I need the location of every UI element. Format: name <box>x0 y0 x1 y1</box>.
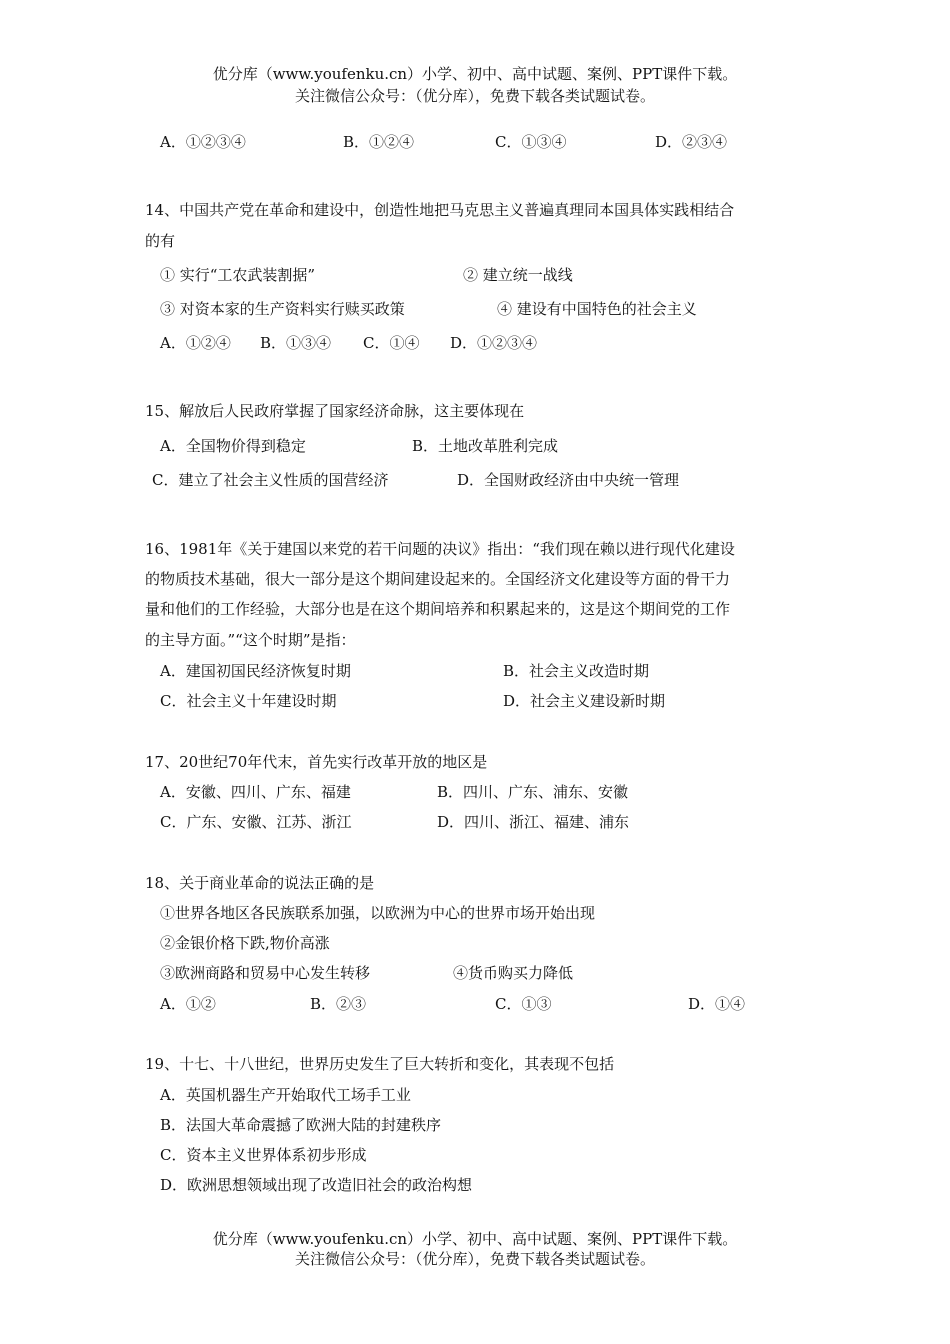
q14-stem-line1: 14、中国共产党在革命和建设中，创造性地把马克思主义普遍真理同本国具体实践相结合 <box>145 201 735 219</box>
q16-option-a: A．建国初国民经济恢复时期 <box>160 662 351 680</box>
q15-option-c: C．建立了社会主义性质的国营经济 <box>152 471 389 489</box>
q18-option-c: C．①③ <box>495 995 552 1013</box>
q16-stem-line2: 的物质技术基础，很大一部分是这个期间建设起来的。全国经济文化建设等方面的骨干力 <box>145 570 731 588</box>
q14-item-3: ③ 对资本家的生产资料实行赎买政策 <box>160 300 405 318</box>
page-footer-line2: 关注微信公众号：（优分库），免费下载各类试题试卷。 <box>294 1250 655 1268</box>
q15-option-a: A．全国物价得到稳定 <box>160 437 306 455</box>
q19-option-b: B．法国大革命震撼了欧洲大陆的封建秩序 <box>160 1116 442 1134</box>
q14-option-c: C．①④ <box>363 334 420 352</box>
q16-stem-line4: 的主导方面。”“这个时期”是指： <box>145 631 356 649</box>
q16-option-d: D．社会主义建设新时期 <box>503 692 666 710</box>
q18-option-b: B．②③ <box>310 995 367 1013</box>
q15-option-d: D．全国财政经济由中央统一管理 <box>457 471 680 489</box>
q15-option-b: B．土地改革胜利完成 <box>412 437 559 455</box>
q18-stem: 18、关于商业革命的说法正确的是 <box>145 874 375 892</box>
q13-option-b: B．①②④ <box>343 133 415 151</box>
q17-option-c: C．广东、安徽、江苏、浙江 <box>160 813 352 831</box>
q14-option-a: A．①②④ <box>160 334 231 352</box>
q17-option-a: A．安徽、四川、广东、福建 <box>160 783 351 801</box>
q18-item-2: ②金银价格下跌,物价高涨 <box>160 934 330 952</box>
q19-option-a: A．英国机器生产开始取代工场手工业 <box>160 1086 411 1104</box>
page-footer-line1: 优分库（www.youfenku.cn）小学、初中、高中试题、案例、PPT课件下载。 <box>212 1230 738 1248</box>
q18-item-3: ③欧洲商路和贸易中心发生转移 <box>160 964 371 982</box>
q15-stem: 15、解放后人民政府掌握了国家经济命脉，这主要体现在 <box>145 402 525 420</box>
q16-option-c: C．社会主义十年建设时期 <box>160 692 337 710</box>
q17-stem: 17、20世纪70年代末，首先实行改革开放的地区是 <box>145 753 488 771</box>
q14-option-b: B．①③④ <box>260 334 332 352</box>
q19-option-d: D．欧洲思想领域出现了改造旧社会的政治构想 <box>160 1176 473 1194</box>
q14-stem-line2: 的有 <box>145 232 176 250</box>
q14-item-4: ④ 建设有中国特色的社会主义 <box>497 300 697 318</box>
q13-option-a: A．①②③④ <box>160 133 246 151</box>
q18-item-4: ④货币购买力降低 <box>453 964 574 982</box>
q17-option-b: B．四川、广东、浦东、安徽 <box>437 783 629 801</box>
q19-option-c: C．资本主义世界体系初步形成 <box>160 1146 367 1164</box>
q19-stem: 19、十七、十八世纪，世界历史发生了巨大转折和变化，其表现不包括 <box>145 1055 615 1073</box>
q14-item-2: ② 建立统一战线 <box>463 266 573 284</box>
q16-stem-line1: 16、1981年《关于建国以来党的若干问题的决议》指出：“我们现在赖以进行现代化建设 <box>145 540 735 558</box>
q13-option-c: C．①③④ <box>495 133 567 151</box>
page-header-line1: 优分库（www.youfenku.cn）小学、初中、高中试题、案例、PPT课件下载。 <box>212 65 738 83</box>
q18-option-d: D．①④ <box>688 995 746 1013</box>
q17-option-d: D．四川、浙江、福建、浦东 <box>437 813 630 831</box>
q18-option-a: A．①② <box>160 995 216 1013</box>
q16-stem-line3: 量和他们的工作经验，大部分也是在这个期间培养和积累起来的，这是这个期间党的工作 <box>145 600 731 618</box>
page-header-line2: 关注微信公众号：（优分库），免费下载各类试题试卷。 <box>294 87 655 105</box>
q14-item-1: ① 实行“工农武装割据” <box>160 266 316 284</box>
q14-option-d: D．①②③④ <box>450 334 538 352</box>
q18-item-1: ①世界各地区各民族联系加强，以欧洲为中心的世界市场开始出现 <box>160 904 596 922</box>
q13-option-d: D．②③④ <box>655 133 728 151</box>
q16-option-b: B．社会主义改造时期 <box>503 662 650 680</box>
